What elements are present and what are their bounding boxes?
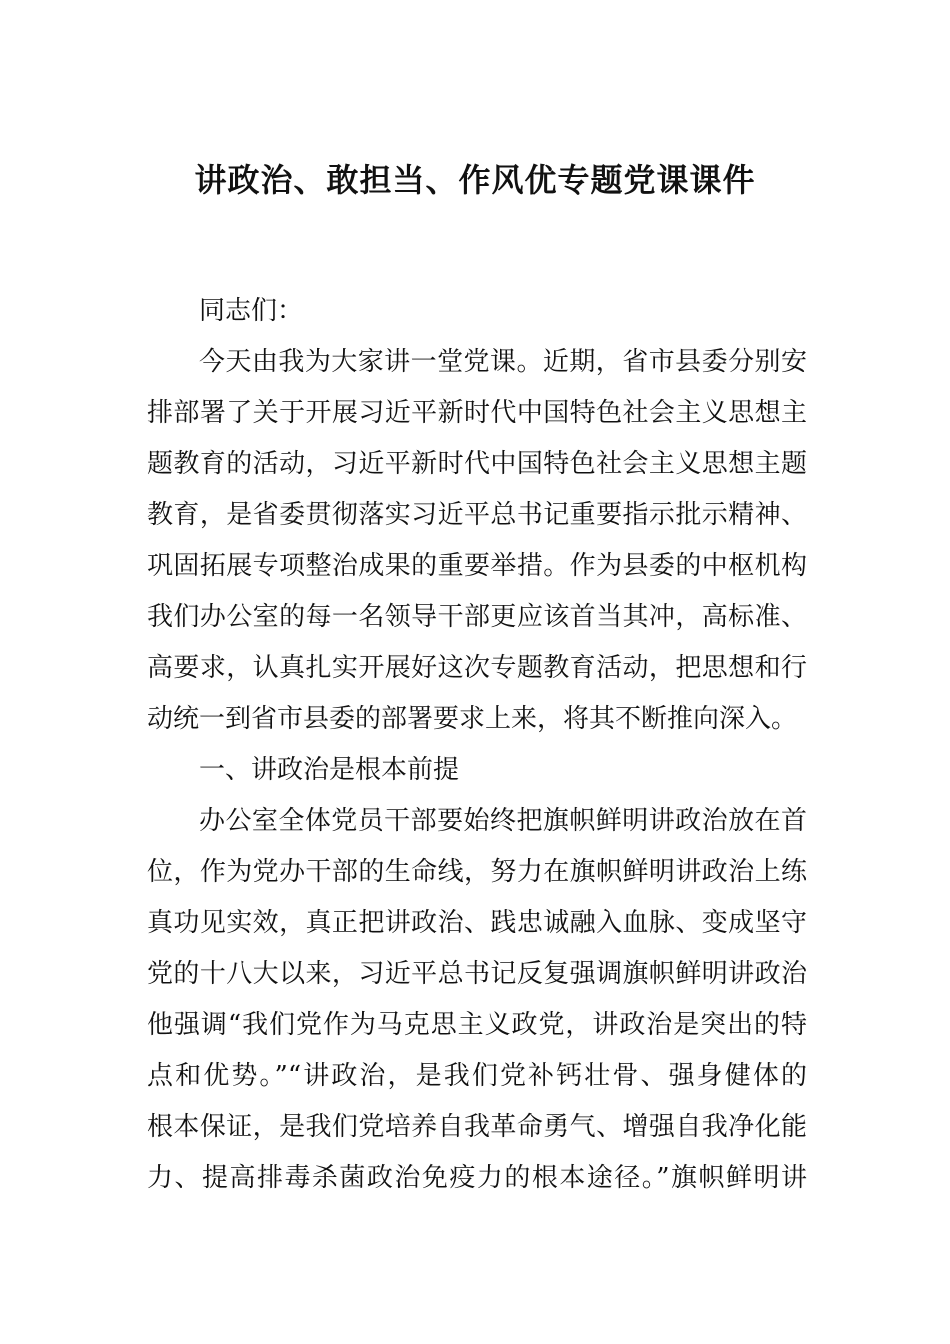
- paragraph-line: 排部署了关于开展习近平新时代中国特色社会主义思想主: [147, 398, 807, 428]
- paragraph-line: 真功见实效，真正把讲政治、践忠诚融入血脉、变成坚守: [147, 908, 807, 938]
- paragraph-line: 今天由我为大家讲一堂党课。近期，省市县委分别安: [199, 347, 807, 377]
- paragraph-line: 动统一到省市县委的部署要求上来，将其不断推向深入。: [147, 704, 798, 734]
- paragraph-line: 我们办公室的每一名领导干部更应该首当其冲，高标准、: [147, 602, 807, 632]
- paragraph-line: 办公室全体党员干部要始终把旗帜鲜明讲政治放在首: [199, 806, 807, 836]
- paragraph-line: 教育，是省委贯彻落实习近平总书记重要指示批示精神、: [147, 500, 807, 530]
- salutation: 同志们：: [199, 296, 304, 326]
- section-heading: 一、讲政治是根本前提: [199, 755, 460, 785]
- paragraph-line: 力、提高排毒杀菌政治免疫力的根本途径。”旗帜鲜明讲: [147, 1163, 807, 1193]
- paragraph-line: 高要求，认真扎实开展好这次专题教育活动，把思想和行: [147, 653, 807, 683]
- paragraph-line: 他强调“我们党作为马克思主义政党，讲政治是突出的特: [147, 1010, 807, 1040]
- paragraph-line: 党的十八大以来，习近平总书记反复强调旗帜鲜明讲政治: [147, 959, 807, 989]
- paragraph-line: 位，作为党办干部的生命线，努力在旗帜鲜明讲政治上练: [147, 857, 807, 887]
- paragraph-line: 巩固拓展专项整治成果的重要举措。作为县委的中枢机构: [147, 551, 807, 581]
- document-body: [147, 286, 807, 1204]
- paragraph-line: 根本保证，是我们党培养自我革命勇气、增强自我净化能: [147, 1112, 807, 1142]
- document-title: 讲政治、敢担当、作风优专题党课课件: [194, 161, 756, 199]
- paragraph-line: 点和优势。”“讲政治，是我们党补钙壮骨、强身健体的: [147, 1061, 807, 1091]
- paragraph-line: 题教育的活动，习近平新时代中国特色社会主义思想主题: [147, 449, 807, 479]
